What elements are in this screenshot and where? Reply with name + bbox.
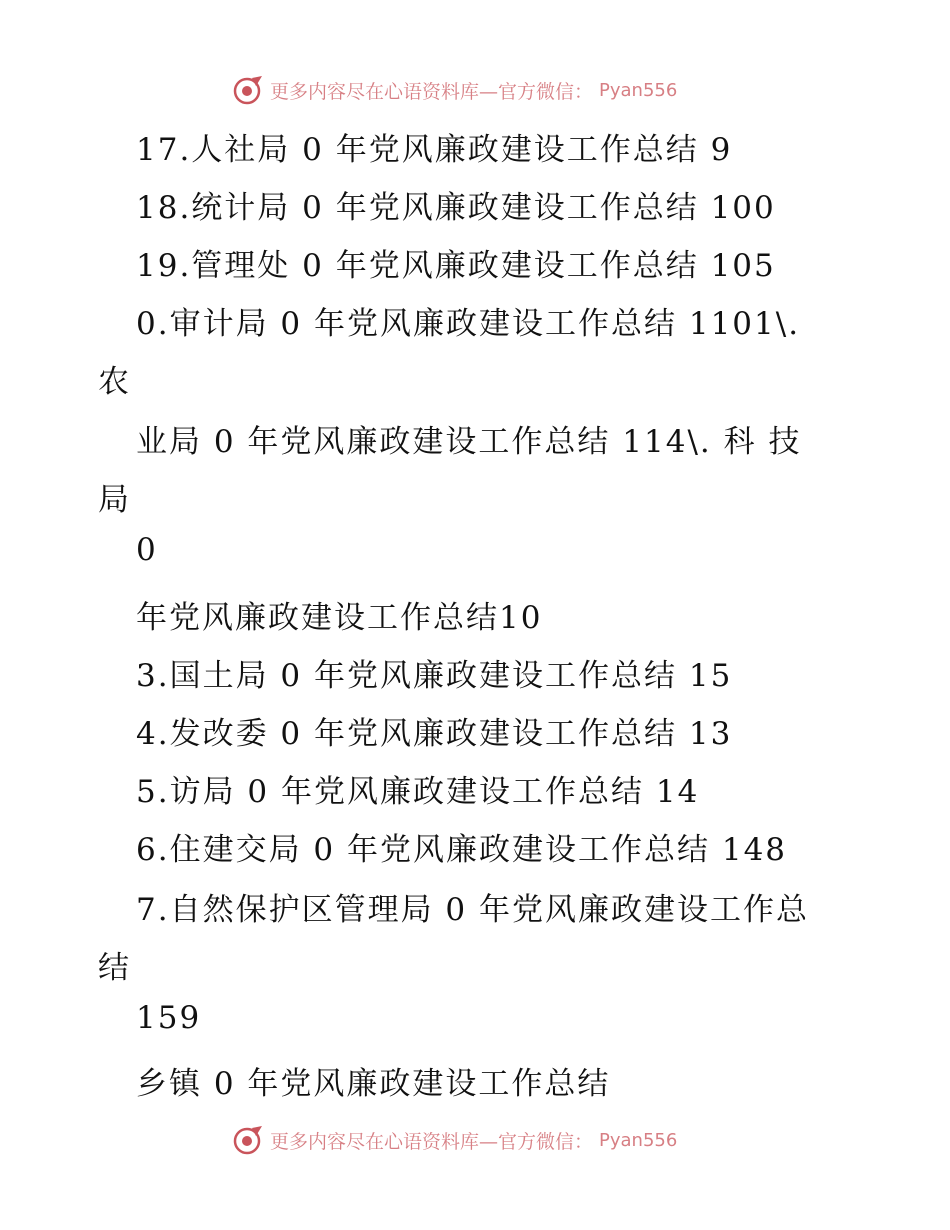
footer-watermark bbox=[232, 1123, 712, 1157]
quill-logo-icon bbox=[232, 1124, 264, 1156]
toc-entry-18: 18.统计局 0 年党风廉政建设工作总结 100 bbox=[136, 190, 776, 226]
toc-entry-6: 6.住建交局 0 年党风廉政建设工作总结 148 bbox=[136, 832, 788, 868]
toc-entry-number: 0 bbox=[136, 532, 158, 568]
quill-logo-icon bbox=[232, 74, 264, 106]
watermark-text: 更多内容尽在心语资料库—官方微信： bbox=[270, 1130, 594, 1153]
toc-entry-wrap: 农 bbox=[98, 364, 131, 400]
toc-entry-science: 年党风廉政建设工作总结10 bbox=[136, 600, 543, 636]
toc-entry-7: 7.自然保护区管理局 0 年党风廉政建设工作总 bbox=[136, 892, 810, 928]
header-watermark bbox=[232, 73, 712, 107]
watermark-wechat-id: Pyan556 bbox=[599, 79, 678, 101]
toc-entry-0: 0.审计局 0 年党风廉政建设工作总结 1101\. bbox=[136, 306, 801, 342]
toc-entry-19: 19.管理处 0 年党风廉政建设工作总结 105 bbox=[136, 248, 776, 284]
toc-entry-5: 5.访局 0 年党风廉政建设工作总结 14 bbox=[136, 774, 700, 810]
toc-entry-3: 3.国土局 0 年党风廉政建设工作总结 15 bbox=[136, 658, 733, 694]
toc-entry-4: 4.发改委 0 年党风廉政建设工作总结 13 bbox=[136, 716, 733, 752]
watermark-text: 更多内容尽在心语资料库—官方微信： bbox=[270, 80, 594, 103]
toc-entry-page-number: 159 bbox=[136, 1000, 202, 1036]
toc-entry-wrap: 局 bbox=[98, 482, 131, 518]
toc-entry-17: 17.人社局 0 年党风廉政建设工作总结 9 bbox=[136, 132, 733, 168]
toc-entry-township: 乡镇 0 年党风廉政建设工作总结 bbox=[136, 1066, 611, 1102]
watermark-wechat-id: Pyan556 bbox=[599, 1129, 678, 1151]
toc-entry-wrap: 结 bbox=[98, 950, 131, 986]
toc-entry-agriculture: 业局 0 年党风廉政建设工作总结 114\. 科 技 bbox=[136, 424, 802, 460]
